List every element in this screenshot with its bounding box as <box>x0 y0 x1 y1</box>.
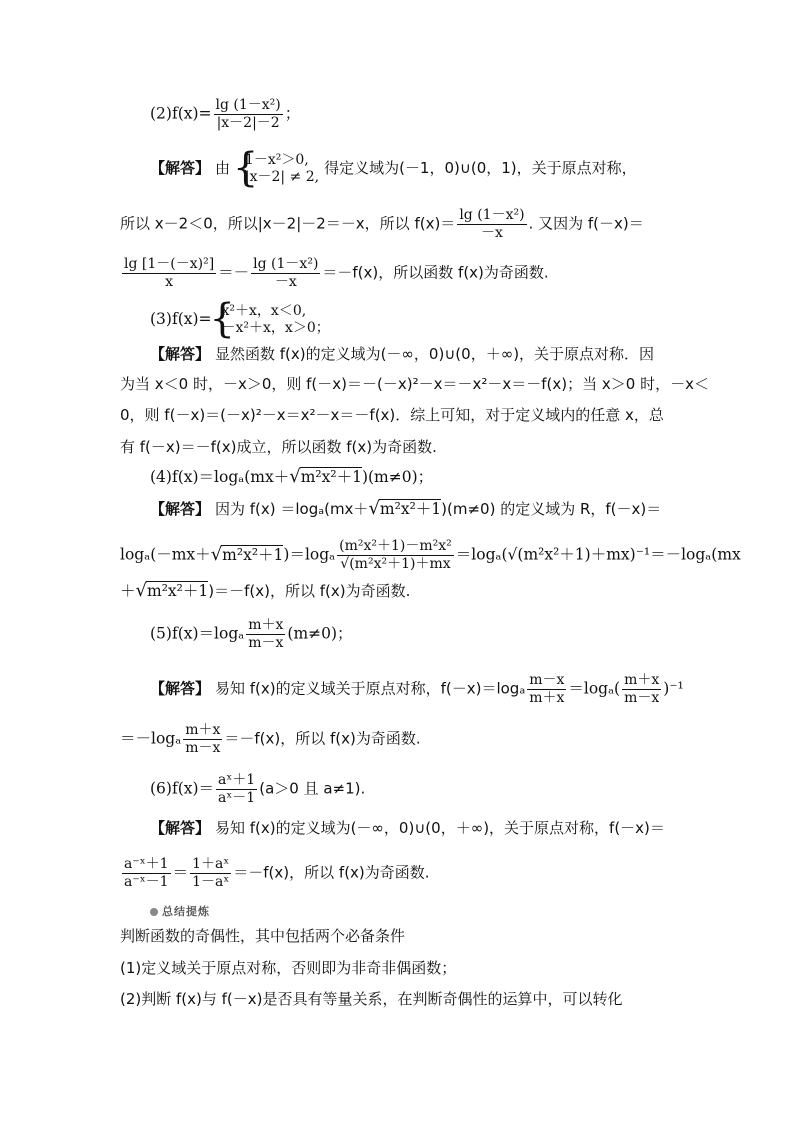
case-brace: { x²＋x，x＜0, －x²＋x，x＞0； <box>212 303 330 337</box>
fraction: $\frac{\text{lg (1－x²)}}{|x-2|-2}$ <box>215 97 281 131</box>
problem-4-answer-line-2: logₐ(－mx＋√m²x²＋1)＝logₐ $\frac{\text{(m²x²＋1)－m²x²}}{\text{√(m²x²＋1)＋mx}}$ ＝logₐ(√(m²x²＋1)＋mx)⁻¹＝－logₐ(mx <box>120 538 741 572</box>
summary-title: 总结提炼 <box>150 903 210 919</box>
fraction: $\frac{\text{1＋aˣ}}{\text{1－aˣ}}$ <box>192 856 230 890</box>
problem-6-statement: (6)f(x)＝ $\frac{\text{aˣ＋1}}{\text{aˣ－1}}$ (a＞0 且 a≠1). <box>150 772 366 806</box>
problem-3-answer-line-4: 有 f(－x)＝－f(x)成立，所以函数 f(x)为奇函数. <box>120 438 437 456</box>
problem-4-answer-line-1: 【解答】 因为 f(x) ＝logₐ(mx＋√m²x²＋1)(m≠0) 的定义域为 R，f(－x)＝ <box>150 498 662 519</box>
problem-6-answer-line-1: 【解答】 易知 f(x)的定义域为(－∞，0)∪(0，＋∞)，关于原点对称，f(－x)＝ <box>150 819 665 837</box>
problem-5-answer-line-2: ＝－logₐ $\frac{m+x}{m-x}$ ＝－f(x)，所以 f(x)为奇函数. <box>120 722 421 756</box>
problem-2-answer-line-2: 所以 x－2＜0，所以|x－2|－2＝－x，所以 f(x)＝ $\frac{\text{lg (1－x²)}}{-x}$ . 又因为 f(－x)＝ <box>120 207 644 241</box>
fraction: $\frac{\text{lg [1－(－x)²]}}{x}$ <box>124 256 215 290</box>
problem-3-statement: (3)f(x)= { x²＋x，x＜0, －x²＋x，x＞0； <box>150 303 794 337</box>
fraction: $\frac{\text{aˣ＋1}}{\text{aˣ－1}}$ <box>218 772 256 806</box>
summary-line-2: (1)定义域关于原点对称，否则即为非奇非偶函数； <box>120 959 457 977</box>
problem-6-answer-line-2: $\frac{\text{a⁻ˣ＋1}}{\text{a⁻ˣ－1}}$ ＝ $\frac{\text{1＋aˣ}}{\text{1－aˣ}}$ ＝－f(x)，所以 f(x)为奇函数. <box>124 856 430 890</box>
summary-line-1: 判断函数的奇偶性，其中包括两个必备条件 <box>120 927 406 945</box>
answer-tag: 【解答】 <box>150 159 211 177</box>
summary-line-3: (2)判断 f(x)与 f(－x)是否具有等量关系，在判断奇偶性的运算中，可以转化 <box>120 990 623 1008</box>
fraction: $\frac{m-x}{m+x}$ <box>529 672 565 706</box>
fraction: $\frac{\text{a⁻ˣ＋1}}{\text{a⁻ˣ－1}}$ <box>124 856 169 890</box>
answer-tag: 【解答】 <box>150 679 211 698</box>
problem-2-statement: (2)f(x)= $\frac{\text{lg (1－x²)}}{|x-2|-2}$ ； <box>150 97 301 131</box>
fraction: $\frac{\text{lg (1－x²)}}{-x}$ <box>253 256 319 290</box>
fraction: $\frac{\text{(m²x²＋1)－m²x²}}{\text{√(m²x²＋1)＋mx}}$ <box>339 538 452 572</box>
answer-tag: 【解答】 <box>150 819 211 837</box>
answer-tag: 【解答】 <box>150 500 211 518</box>
problem-2-answer-line-3: $\frac{\text{lg [1－(－x)²]}}{x}$ ＝－ $\frac{\text{lg (1－x²)}}{-x}$ ＝－f(x)，所以函数 f(x)为奇函数. <box>124 256 549 290</box>
problem-2-answer-line-1: 【解答】 由 { 1－x²＞0, |x－2| ≠ 2, 得定义域为(－1，0)∪(0，1)，关于原点对称， <box>150 152 794 186</box>
problem-3-answer-line-3: 0，则 f(－x)＝(－x)²－x＝x²－x＝－f(x)．综上可知，对于定义域内的任意 x，总 <box>120 406 664 424</box>
problem-5-answer-line-1: 【解答】 易知 f(x)的定义域关于原点对称，f(－x)＝logₐ $\frac{m-x}{m+x}$ ＝logₐ( $\frac{m+x}{m-x}$ )⁻¹ <box>150 672 684 706</box>
problem-4-answer-line-3: ＋√m²x²＋1)＝－f(x)，所以 f(x)为奇函数. <box>120 580 411 601</box>
problem-5-statement: (5)f(x)＝logₐ $\frac{m+x}{m-x}$ (m≠0)； <box>150 617 353 651</box>
answer-tag: 【解答】 <box>150 345 211 363</box>
fraction: $\frac{m+x}{m-x}$ <box>248 617 284 651</box>
fraction: $\frac{m+x}{m-x}$ <box>185 722 221 756</box>
problem-3-answer-line-2: 为当 x＜0 时，－x＞0，则 f(－x)＝－(－x)²－x＝－x²－x＝－f(x)；当 x＞0 时，－x＜ <box>120 375 709 393</box>
problem-4-statement: (4)f(x)＝logₐ(mx＋√m²x²＋1)(m≠0)； <box>150 466 434 487</box>
fraction: $\frac{\text{lg (1－x²)}}{-x}$ <box>459 207 525 241</box>
problem-3-answer-line-1: 【解答】 显然函数 f(x)的定义域为(－∞，0)∪(0，＋∞)，关于原点对称．因 <box>150 345 655 363</box>
fraction: $\frac{m+x}{m-x}$ <box>624 672 660 706</box>
case-brace: { 1－x²＞0, |x－2| ≠ 2, <box>235 152 319 186</box>
